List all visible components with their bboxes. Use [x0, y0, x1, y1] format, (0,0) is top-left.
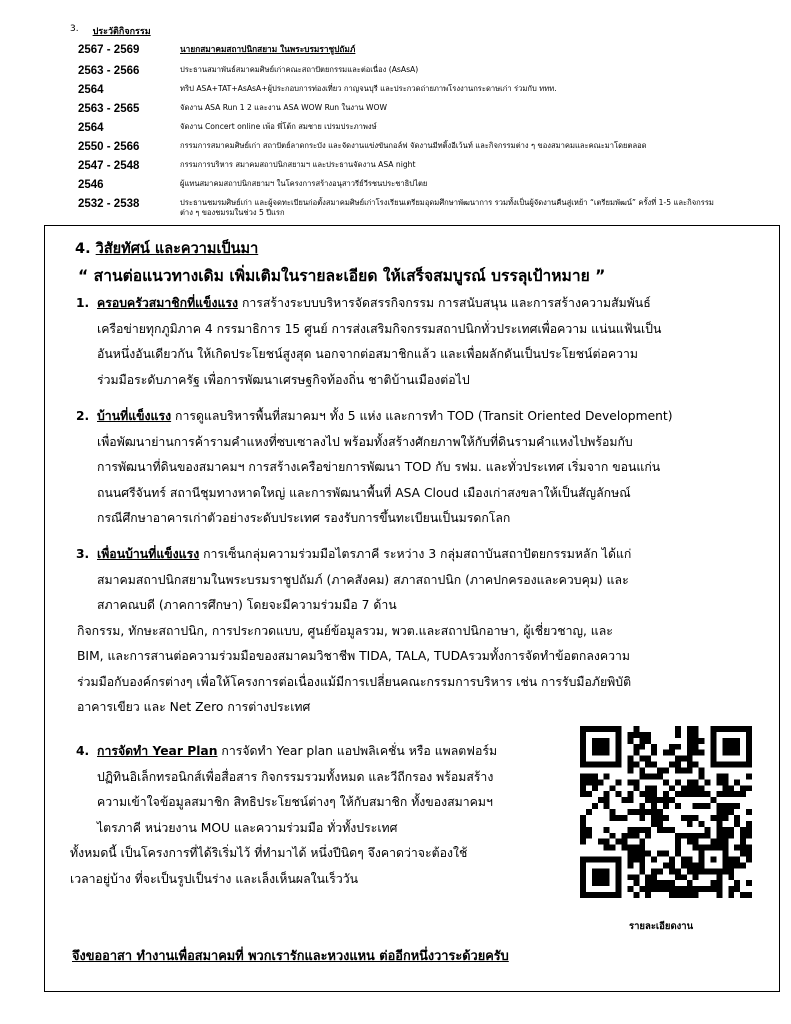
- item-line: ถนนศรีจันทร์ สถานีชุมทางหาดใหญ่ และการพัฒนาพื้นที่ ASA Cloud เมืองเก่าสงขลาให้เป็นสัญลักษณ์: [97, 485, 631, 500]
- history-years: 2532 - 2538: [78, 198, 140, 210]
- history-row: [78, 198, 778, 218]
- history-row: [78, 179, 778, 192]
- history-row: [78, 44, 778, 57]
- history-years: 2564: [78, 84, 104, 96]
- history-description: ผู้แทนสมาคมสถาปนิกสยามฯ ในโครงการสร้างอนุสาวรีย์วีรชนประชาธิปไตย: [180, 179, 428, 188]
- item-line: การจัดทำ Year plan แอปพลิเคชั่น หรือ แพลตฟอร์ม: [217, 744, 498, 758]
- history-years: 2547 - 2548: [78, 160, 140, 172]
- item-line: สมาคมสถาปนิกสยามในพระบรมราชูปถัมภ์ (ภาคสังคม) สภาสถาปนิก (ภาคปกครองและควบคุม) และ: [97, 572, 629, 587]
- item-line: อันหนึ่งอันเดียวกัน ให้เกิดประโยชน์สูงสุด นอกจากต่อสมาชิกแล้ว และเพื่อผลักดันเป็นประโยชน์ต่อความ: [97, 347, 638, 361]
- item-line: เพื่อพัฒนาย่านการค้ารามคำแหงที่ซบเซาลงไป พร้อมทั้งสร้างศักยภาพให้กับที่ดินรามคำแหงไปพร้อมกับ: [97, 434, 633, 449]
- item-lead: เพื่อนบ้านที่แข็งแรง: [97, 547, 200, 561]
- history-row: [78, 103, 778, 116]
- item-line: ปฏิทินอิเล็กทรอนิกส์เพื่อสื่อสาร กิจกรรมรวมทั้งหมด และวีถีกรอง พร้อมสร้าง: [97, 769, 494, 784]
- item-number: 2.: [76, 409, 90, 423]
- summary-line: ทั้งหมดนี้ เป็นโครงการที่ได้ริเริ่มไว้ ที่ทำมาได้ หนึ่งปีนิดๆ จึงคาดว่าจะต้องใช้: [70, 846, 468, 860]
- item-line: สภาคณบดี (ภาคการศึกษา) โดยจะมีความร่วมมือ 7 ด้าน: [97, 598, 397, 612]
- summary-line: เวลาอยู่บ้าง ที่จะเป็นรูปเป็นร่าง และเล็งเห็นผลในเร็ววัน: [70, 872, 359, 886]
- history-description: ประธานสมาพันธ์สมาคมศิษย์เก่าคณะสถาปัตยกรรมและต่อเนื่อง (AsAsA): [180, 65, 419, 74]
- history-years: 2564: [78, 122, 104, 134]
- item-line: BIM, และการสานต่อความร่วมมือของสมาคมวิชาชีพ TIDA, TALA, TUDAรวมทั้งการจัดทำข้อตกลงความ: [77, 649, 631, 663]
- history-years: 2546: [78, 179, 104, 191]
- history-row: [78, 141, 778, 154]
- vision-item: [76, 739, 498, 841]
- history-description: กรรมการบริหาร สมาคมสถาปนิกสยามฯ และประธานจัดงาน ASA night: [180, 160, 416, 169]
- history-description: นายกสมาคมสถาปนิกสยาม ในพระบรมราชูปถัมภ์: [180, 44, 356, 54]
- item-lead: ครอบครัวสมาชิกที่แข็งแรง: [97, 296, 239, 310]
- history-description: จัดงาน Concert online เพ้อ พี่โต้ก สมชาย เปรมประภาพงษ์: [180, 122, 377, 131]
- item-lead: การจัดทำ Year Plan: [97, 744, 218, 758]
- history-description: จัดงาน ASA Run 1 2 และงาน ASA WOW Run ในงาน WOW: [180, 103, 388, 112]
- item-line: ร่วมมือระดับภาครัฐ เพื่อการพัฒนาเศรษฐกิจท้องถิ่น ชาติบ้านเมืองต่อไป: [97, 372, 470, 387]
- vision-item: [76, 542, 632, 721]
- section4-number: 4.: [75, 241, 91, 257]
- history-years: 2563 - 2565: [78, 103, 140, 115]
- item-number: 4.: [76, 744, 90, 758]
- item-line: เครือข่ายทุกภูมิภาค 4 กรรมาธิการ 15 ศูนย์ การส่งเสริมกิจกรรมสถาปนิกทั่วประเทศเพื่อความ แน่นแฟ้นเป็น: [97, 321, 662, 336]
- vision-item: [76, 291, 662, 393]
- section3-title: ประวัติกิจกรรม: [92, 27, 151, 37]
- item-line: กิจกรรม, ทักษะสถาปนิก, การประกวดแบบ, ศูนย์ข้อมูลรวม, พวต.และสถาปนิกอาษา, ผู้เชี่ยวชาญ, และ: [77, 623, 613, 638]
- vision-item: [76, 404, 673, 532]
- section4-heading: [75, 237, 258, 260]
- item-line: ร่วมมือกับองค์กรต่างๆ เพื่อให้โครงการต่อเนื่องแม้มีการเปลี่ยนคณะกรรมการบริหาร เช่น การรับมือภัยพิบัติ: [77, 674, 632, 689]
- item-number: 1.: [76, 296, 90, 310]
- history-row: [78, 160, 778, 173]
- history-years: 2567 - 2569: [78, 44, 140, 56]
- section3-number: 3.: [70, 24, 79, 34]
- item-line: ไตรภาคี หน่วยงาน MOU และความร่วมมือ ทั่วทั้งประเทศ: [97, 820, 398, 835]
- item-line: การพัฒนาที่ดินของสมาคมฯ การสร้างเครือข่ายการพัฒนา TOD กับ รฟม. และทั่วประเทศ เริ่มจาก ขอนแก่น: [97, 460, 661, 474]
- item-line: การสร้างระบบบริหารจัดสรรกิจกรรม การสนับสนุน และการสร้างความสัมพันธ์: [238, 296, 651, 310]
- section4-title: วิสัยทัศน์ และความเป็นมา: [95, 241, 259, 257]
- history-description: กรรมการสมาคมศิษย์เก่า สถาปัตย์ลาดกระบัง และจัดงานแข่งขันกอล์ฟ จัดงานมีทติ้งอีเว้นท์ และกิจกรรมต่าง ๆ ของสมาคมและคณะมาโดยตลอด: [180, 141, 647, 150]
- qr-code-icon[interactable]: [580, 726, 752, 898]
- history-description: ประธานชมรมศิษย์เก่า และผู้จดทะเบียนก่อตั้งสมาคมศิษย์เก่าโรงเรียนเตรียมอุดมศึกษาพัฒนาการ รวมทั้งเป็นผู้จัดงานคืนสู่เหย้า “เตรียมพัฒน์” ครั้งที่ 1-5 และกิจกรรมต่าง ๆ ของชมรมในช่วง 5 ปีแรก: [180, 198, 714, 217]
- item-line: การดูแลบริหารพื้นที่สมาคมฯ ทั้ง 5 แห่ง และการทำ TOD (Transit Oriented Development): [171, 409, 673, 423]
- closing-statement: จึงขออาสา ทำงานเพื่อสมาคมที่ พวกเรารักและหวงแหน ต่ออีกหนึ่งวาระด้วยครับ: [72, 949, 509, 964]
- history-row: [78, 65, 778, 78]
- history-years: 2563 - 2566: [78, 65, 140, 77]
- history-description: ทริป ASA+TAT+AsAsA+ผู้ประกอบการท่องเที่ยว กาญจนบุรี และประกวดถ่ายภาพโรงงานกระดาษเก่า ร่วมกับ ททท.: [180, 84, 557, 93]
- item-line: กรณีศึกษาอาคารเก่าตัวอย่างระดับประเทศ รองรับการขึ้นทะเบียนเป็นมรดกโลก: [97, 511, 511, 525]
- vision-quote: “ สานต่อแนวทางเดิม เพิ่มเติมในรายละเอียด ให้เสร็จสมบูรณ์ บรรลุเป้าหมาย ”: [78, 267, 606, 285]
- qr-caption: รายละเอียดงาน: [629, 921, 694, 932]
- section3-heading: [70, 24, 151, 38]
- history-row: [78, 122, 778, 135]
- item-line: การเซ็นกลุ่มความร่วมมือไตรภาคี ระหว่าง 3 กลุ่มสถาบันสถาปัตยกรรมหลัก ได้แก่: [199, 547, 632, 561]
- item-lead: บ้านที่แข็งแรง: [97, 409, 172, 423]
- history-years: 2550 - 2566: [78, 141, 140, 153]
- item-line: อาคารเขียว และ Net Zero การต่างประเทศ: [77, 700, 311, 714]
- item-number: 3.: [76, 547, 90, 561]
- item-line: ความเข้าใจข้อมูลสมาชิก สิทธิประโยชน์ต่างๆ ให้กับสมาชิก ทั้งของสมาคมฯ: [97, 795, 493, 809]
- history-row: [78, 84, 778, 97]
